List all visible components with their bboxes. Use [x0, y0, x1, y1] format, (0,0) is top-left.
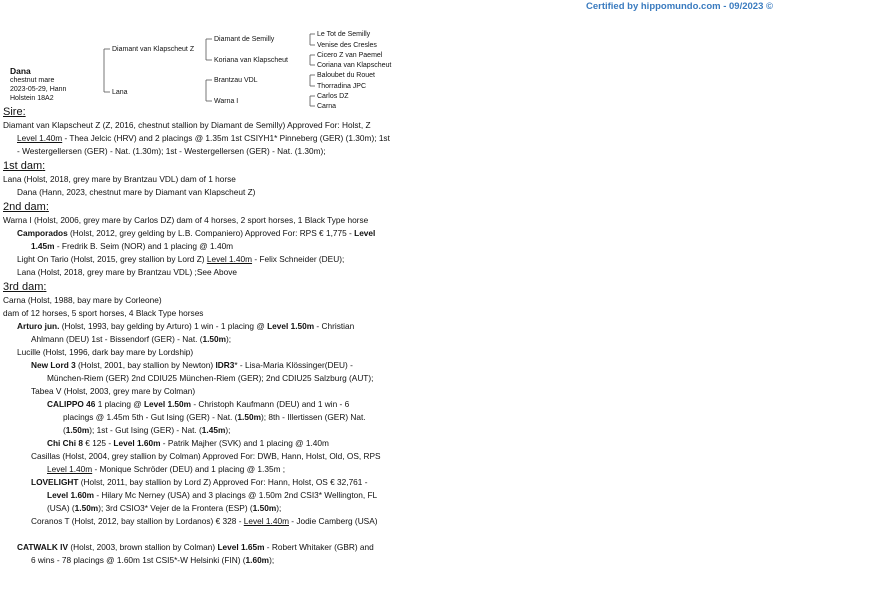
offspring-arturo-cont: Ahlmann (DEU) 1st - Bissendorf (GER) - Nat. (1.50m); [31, 334, 232, 344]
dam1-offspring: Dana (Hann, 2023, chestnut mare by Diamant van Klapscheut Z) [17, 187, 256, 197]
certificate-label: Certified by hippomundo.com - 09/2023 © [585, 1, 773, 12]
offspring-lovelight-cont2: (USA) (1.50m); 3rd CSIO3* Vejer de la Frontera (ESP) (1.50m); [47, 503, 282, 513]
offspring-calippo: CALIPPO 46 1 placing @ Level 1.50m - Christoph Kaufmann (DEU) and 1 win - 6 [47, 399, 350, 409]
level-link[interactable]: Level 1.40m [17, 133, 63, 143]
level-link[interactable]: Level 1.40m [243, 516, 289, 526]
offspring-lucille: Lucille (Holst, 1996, dark bay mare by Lordship) [17, 347, 194, 357]
pedigree-dss[interactable]: Baloubet du Rouet [317, 72, 375, 79]
pedigree-dam[interactable]: Lana [112, 89, 128, 96]
dam3-heading: 3rd dam: [3, 281, 47, 293]
offspring-new-lord: New Lord 3 (Holst, 2001, bay stallion by Newton) IDR3* - Lisa-Maria Klössinger(DEU) - [31, 360, 353, 370]
dam1-heading: 1st dam: [3, 160, 46, 172]
level-link[interactable]: Level 1.40m [47, 464, 93, 474]
pedigree-ss[interactable]: Diamant de Semilly [214, 36, 275, 43]
pedigree-dds[interactable]: Carlos DZ [317, 93, 349, 100]
offspring-catwalk-cont: 6 wins - 78 placings @ 1.60m 1st CSI5*-W Helsinki (FIN) (1.60m); [31, 555, 275, 565]
pedigree-ssd[interactable]: Venise des Cresles [317, 42, 377, 49]
dam2-line: Warna I (Holst, 2006, grey mare by Carlos DZ) dam of 4 horses, 2 sport horses, 1 Black Type horse [3, 215, 369, 225]
pedigree-report [3, 104, 421, 567]
offspring-light-on-tario: Light On Tario (Holst, 2015, grey stallion by Lord Z) Level 1.40m - Felix Schneider (DEU); [17, 254, 345, 264]
pedigree-sd[interactable]: Koriana van Klapscheut [214, 57, 288, 64]
offspring-catwalk: CATWALK IV (Holst, 2003, brown stallion by Colman) Level 1.65m - Robert Whitaker (GBR) and [17, 542, 374, 552]
pedigree-sss[interactable]: Le Tot de Semilly [317, 31, 371, 38]
offspring-new-lord-cont: München-Riem (GER) 2nd CDIU25 München-Riem (GER); 2nd CDIU25 Salzburg (AUT); [47, 373, 374, 383]
offspring-coranos: Coranos T (Holst, 2012, bay stallion by Lordanos) € 328 - Level 1.40m - Jodie Camberg (USA) [31, 516, 378, 526]
pedigree-dsd[interactable]: Thorradina JPC [317, 83, 367, 90]
sire-results-cont: - Westergellersen (GER) - Nat. (1.30m); 1st - Westergellersen (GER) - Nat. (1.30m); [17, 146, 326, 156]
horse-name: Dana [10, 66, 31, 76]
pedigree-sds[interactable]: Cicero Z van Paemel [317, 52, 383, 59]
offspring-chi-chi: Chi Chi 8 € 125 - Level 1.60m - Patrik Majher (SVK) and 1 placing @ 1.40m [47, 438, 329, 448]
dam3-line: Carna (Holst, 1988, bay mare by Corleone) [3, 295, 162, 305]
pedigree-sire[interactable]: Diamant van Klapscheut Z [112, 46, 195, 53]
pedigree-sdd[interactable]: Coriana van Klapscheut [317, 62, 392, 69]
sire-results: Level 1.40m - Thea Jelcic (HRV) and 2 placings @ 1.35m 1st CSIYH1* Pinneberg (GER) (1.30m); 1st [17, 133, 390, 143]
offspring-camporados-cont: 1.45m - Fredrik B. Seim (NOR) and 1 placing @ 1.40m [31, 241, 234, 251]
horse-info [10, 76, 66, 104]
horse-birth: 2023-05-29, Hann [10, 86, 67, 94]
offspring-calippo-cont: placings @ 1.45m 5th - Gut Ising (GER) - Nat. (1.50m); 8th - Illertissen (GER) Nat. [63, 412, 366, 422]
sire-line: Diamant van Klapscheut Z (Z, 2016, chestnut stallion by Diamant de Semilly) Approved For: Holst, Z [3, 120, 371, 130]
dam2-heading: 2nd dam: [3, 201, 49, 213]
dam1-line: Lana (Holst, 2018, grey mare by Brantzau VDL) dam of 1 horse [3, 174, 236, 184]
pedigree-ddd[interactable]: Carna [317, 103, 337, 110]
sire-heading: Sire: [3, 106, 26, 118]
offspring-calippo-cont2: (1.50m); 1st - Gut Ising (GER) - Nat. (1.45m); [63, 425, 231, 435]
spacer [3, 528, 421, 541]
level-link[interactable]: Level 1.40m [206, 254, 253, 264]
offspring-lovelight-cont: Level 1.60m - Hilary Mc Nerney (USA) and 3 placings @ 1.50m 2nd CSI3* Wellington, FL [47, 490, 378, 500]
pedigree-ds[interactable]: Brantzau VDL [214, 77, 258, 84]
pedigree-dd[interactable]: Warna I [214, 98, 239, 105]
offspring-casillas-cont: Level 1.40m - Monique Schröder (DEU) and 1 placing @ 1.35m ; [47, 464, 286, 474]
horse-brand: Holstein 18A2 [10, 95, 54, 103]
offspring-tabea: Tabea V (Holst, 2003, grey mare by Colman) [31, 386, 196, 396]
dam3-summary: dam of 12 horses, 5 sport horses, 4 Black Type horses [3, 308, 204, 318]
offspring-casillas: Casillas (Holst, 2004, grey stallion by Colman) Approved For: DWB, Hann, Holst, Old, OS, RPS [31, 451, 381, 461]
offspring-lana: Lana (Holst, 2018, grey mare by Brantzau VDL) ;See Above [17, 267, 237, 277]
offspring-lovelight: LOVELIGHT (Holst, 2011, bay stallion by Lord Z) Approved For: Hann, Holst, OS € 32,761 - [31, 477, 368, 487]
offspring-camporados: Camporados (Holst, 2012, grey gelding by L.B. Companiero) Approved For: RPS € 1,775 - Level [17, 228, 376, 238]
offspring-arturo: Arturo jun. (Holst, 1993, bay gelding by Arturo) 1 win - 1 placing @ Level 1.50m - Christian [17, 321, 355, 331]
horse-color: chestnut mare [10, 77, 55, 84]
